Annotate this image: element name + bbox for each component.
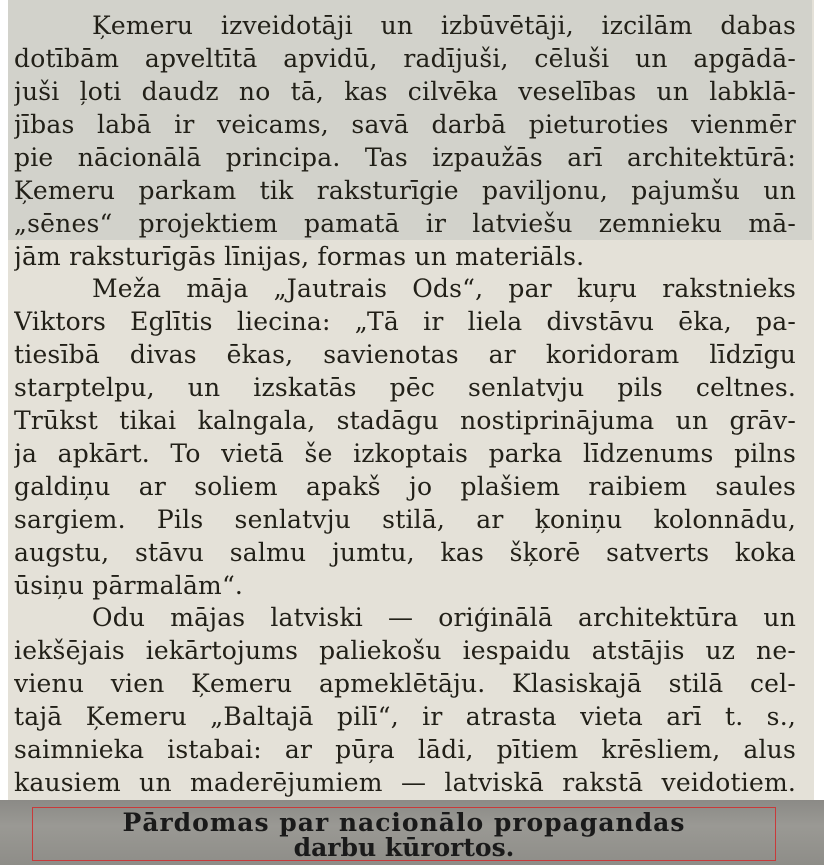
article-line: galdiņu ar soliem apakš jo plašiem raibiem saules <box>14 472 796 501</box>
article-line: „sēnes“ projektiem pamatā ir latviešu zemnieku mā- <box>14 209 796 238</box>
article-line: kausiem un maderējumiem — latviskā rakstā veidotiem. <box>14 768 796 797</box>
headline-line-2: darbu kūrortos. <box>293 833 515 862</box>
article-line: juši ļoti daudz no tā, kas cilvēka veselības un labklā- <box>14 77 796 106</box>
article-line: Viktors Eglītis liecina: „Tā ir liela divstāvu ēka, pa- <box>14 307 796 336</box>
headline-line-1: Pārdomas par nacionālo propagandas <box>122 808 686 837</box>
article-line: ūsiņu pārmalām“. <box>14 571 244 600</box>
article-line: iekšējais iekārtojums paliekošu iespaidu atstājis uz ne- <box>14 636 796 665</box>
article-line: Ķemeru parkam tik raksturīgie paviljonu, pajumšu un <box>14 176 796 205</box>
newspaper-page <box>8 0 814 800</box>
article-line: pie nācionālā principa. Tas izpaužās arī architektūrā: <box>14 143 796 172</box>
article-line: jām raksturīgās līnijas, formas un materiāls. <box>14 242 585 271</box>
article-line: Meža māja „Jautrais Ods“, par kuŗu rakstnieks <box>92 274 796 303</box>
article-line: sargiem. Pils senlatvju stilā, ar ķoniņu kolonnādu, <box>14 505 796 534</box>
article-line: augstu, stāvu salmu jumtu, kas šķorē satverts koka <box>14 538 796 567</box>
article-line: Trūkst tikai kalngala, stadāgu nostiprinājuma un grāv- <box>14 406 796 435</box>
article-body <box>8 0 814 800</box>
headline-box <box>32 807 776 861</box>
article-line: starptelpu, un izskatās pēc senlatvju pils celtnes. <box>14 373 796 402</box>
article-line: Odu mājas latviski — oriģinālā architektūra un <box>92 603 796 632</box>
article-line: tiesībā divas ēkas, savienotas ar koridoram līdzīgu <box>14 340 796 369</box>
article-line: Ķemeru izveidotāji un izbūvētāji, izcilām dabas <box>92 11 796 40</box>
article-line: tajā Ķemeru „Baltajā pilī“, ir atrasta vieta arī t. s., <box>14 702 796 731</box>
article-line: ja apkārt. To vietā še izkoptais parka līdzenums pilns <box>14 439 796 468</box>
article-line: saimnieka istabai: ar pūŗa lādi, pītiem krēsliem, alus <box>14 735 796 764</box>
article-line: jības labā ir veicams, savā darbā pieturoties vienmēr <box>14 110 796 139</box>
article-line: dotībām apveltītā apvidū, radījuši, cēluši un apgādā- <box>14 44 796 73</box>
article-line: vienu vien Ķemeru apmeklētāju. Klasiskajā stilā cel- <box>14 669 796 698</box>
